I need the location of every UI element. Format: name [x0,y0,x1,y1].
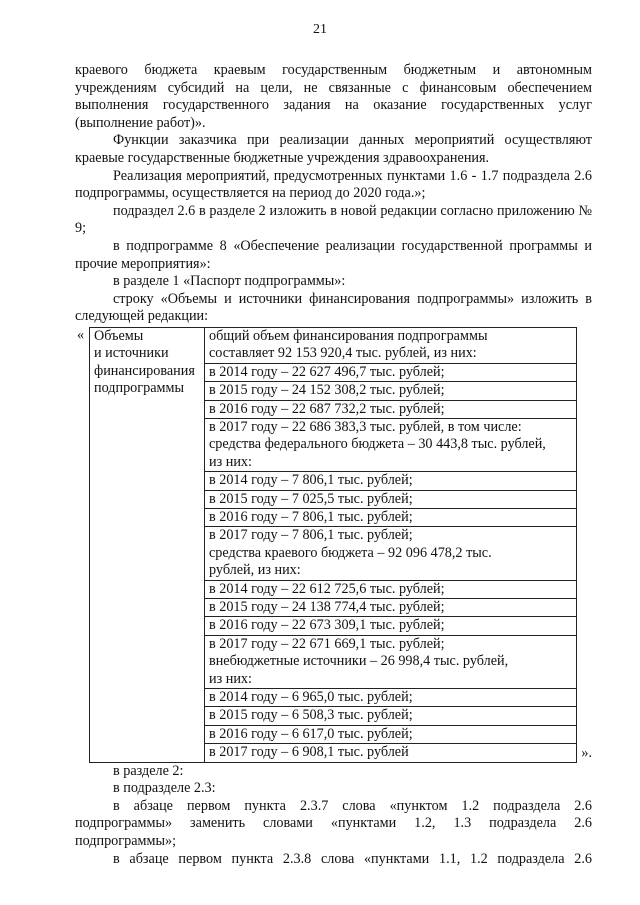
paragraph: в разделе 1 «Паспорт подпрограммы»: [113,273,346,290]
value-line: в 2016 году – 22 673 309,1 тыс. рублей; [205,617,576,635]
value-line: рублей, из них: [205,562,576,580]
close-quote: ». [581,745,592,762]
value-line: в 2016 году – 7 806,1 тыс. рублей; [205,509,576,527]
paragraph: в абзаце первом пункта 2.3.8 слова «пунктами 1.1, 1.2 подраздела 2.6 [113,850,592,867]
value-line: в 2015 году – 6 508,3 тыс. рублей; [205,707,576,725]
paragraph: строку «Объемы и источники финансирования подпрограммы» изложить в следующей редакции: [75,290,592,325]
value-line: средства федерального бюджета – 30 443,8 тыс. рублей, [209,436,546,453]
paragraph: Реализация мероприятий, предусмотренных пунктами 1.6 - 1.7 подраздела 2.6 подпрограммы, осуществляется на период до 2020 года.»; [75,167,592,202]
value-line: в 2015 году – 24 138 774,4 тыс. рублей; [205,599,576,617]
value-line: в 2017 году – 7 806,1 тыс. рублей; [209,527,413,544]
paragraph: Функции заказчика при реализации данных мероприятий осуществляют краевые государственные бюджетные учреждения здравоохранения. [75,132,592,166]
paragraph: в абзаце первом пункта 2.3.7 слова «пунктом 1.2 подраздела 2.6 подпрограммы» заменить словами «пунктами 1.2, 1.3 подраздела 2.6 подпрограммы»; [75,797,592,850]
open-quote: « [77,326,85,343]
value-line: в 2016 году – 22 687 732,2 тыс. рублей; [205,401,576,419]
value-line: составляет 92 153 920,4 тыс. рублей, из них: [205,345,576,363]
value-line: в 2014 году – 22 612 725,6 тыс. рублей; [205,581,576,599]
value-line: в 2015 году – 7 025,5 тыс. рублей; [205,491,576,509]
label-line: Объемы [94,327,144,344]
value-line: средства краевого бюджета – 92 096 478,2 тыс. [209,544,492,561]
value-line: общий объем финансирования подпрограммы [209,327,488,344]
paragraph: в разделе 2: [113,762,184,779]
page-number: 21 [313,22,327,37]
table-label-cell [90,327,205,762]
passport-table-block [75,327,592,763]
label-line: и источники [94,345,169,362]
table-value-cell [205,327,577,762]
label-line: финансирования [94,362,195,379]
table-row [90,327,577,762]
value-line: в 2014 году – 6 965,0 тыс. рублей; [205,689,576,707]
paragraph: в подразделе 2.3: [113,780,216,797]
value-line: в 2016 году – 6 617,0 тыс. рублей; [205,726,576,744]
paragraph: подраздел 2.6 в разделе 2 изложить в новой редакции согласно приложению № 9; [75,202,592,237]
value-line: из них: [205,671,576,689]
value-line: в 2015 году – 24 152 308,2 тыс. рублей; [205,382,576,400]
value-line: в 2017 году – 22 671 669,1 тыс. рублей; [209,635,445,652]
document-body [75,62,592,868]
value-line: в 2017 году – 6 908,1 тыс. рублей [209,744,409,761]
passport-table [89,327,577,763]
paragraph: краевого бюджета краевым государственным бюджетным и автономным учреждениям субсидий на цели, не связанные с финансовым обеспечением выполнения государственного задания на оказание государственных услуг (выполнение работ)». [75,62,592,131]
value-line: внебюджетные источники – 26 998,4 тыс. рублей, [209,653,509,670]
value-line: в 2017 году – 22 686 383,3 тыс. рублей, в том числе: [209,418,522,435]
paragraph: в подпрограмме 8 «Обеспечение реализации государственной программы и прочие мероприятия»: [75,237,592,272]
value-line: в 2014 году – 22 627 496,7 тыс. рублей; [205,364,576,382]
label-line: подпрограммы [94,380,184,397]
value-line: в 2014 году – 7 806,1 тыс. рублей; [205,472,576,490]
value-line: из них: [205,454,576,472]
